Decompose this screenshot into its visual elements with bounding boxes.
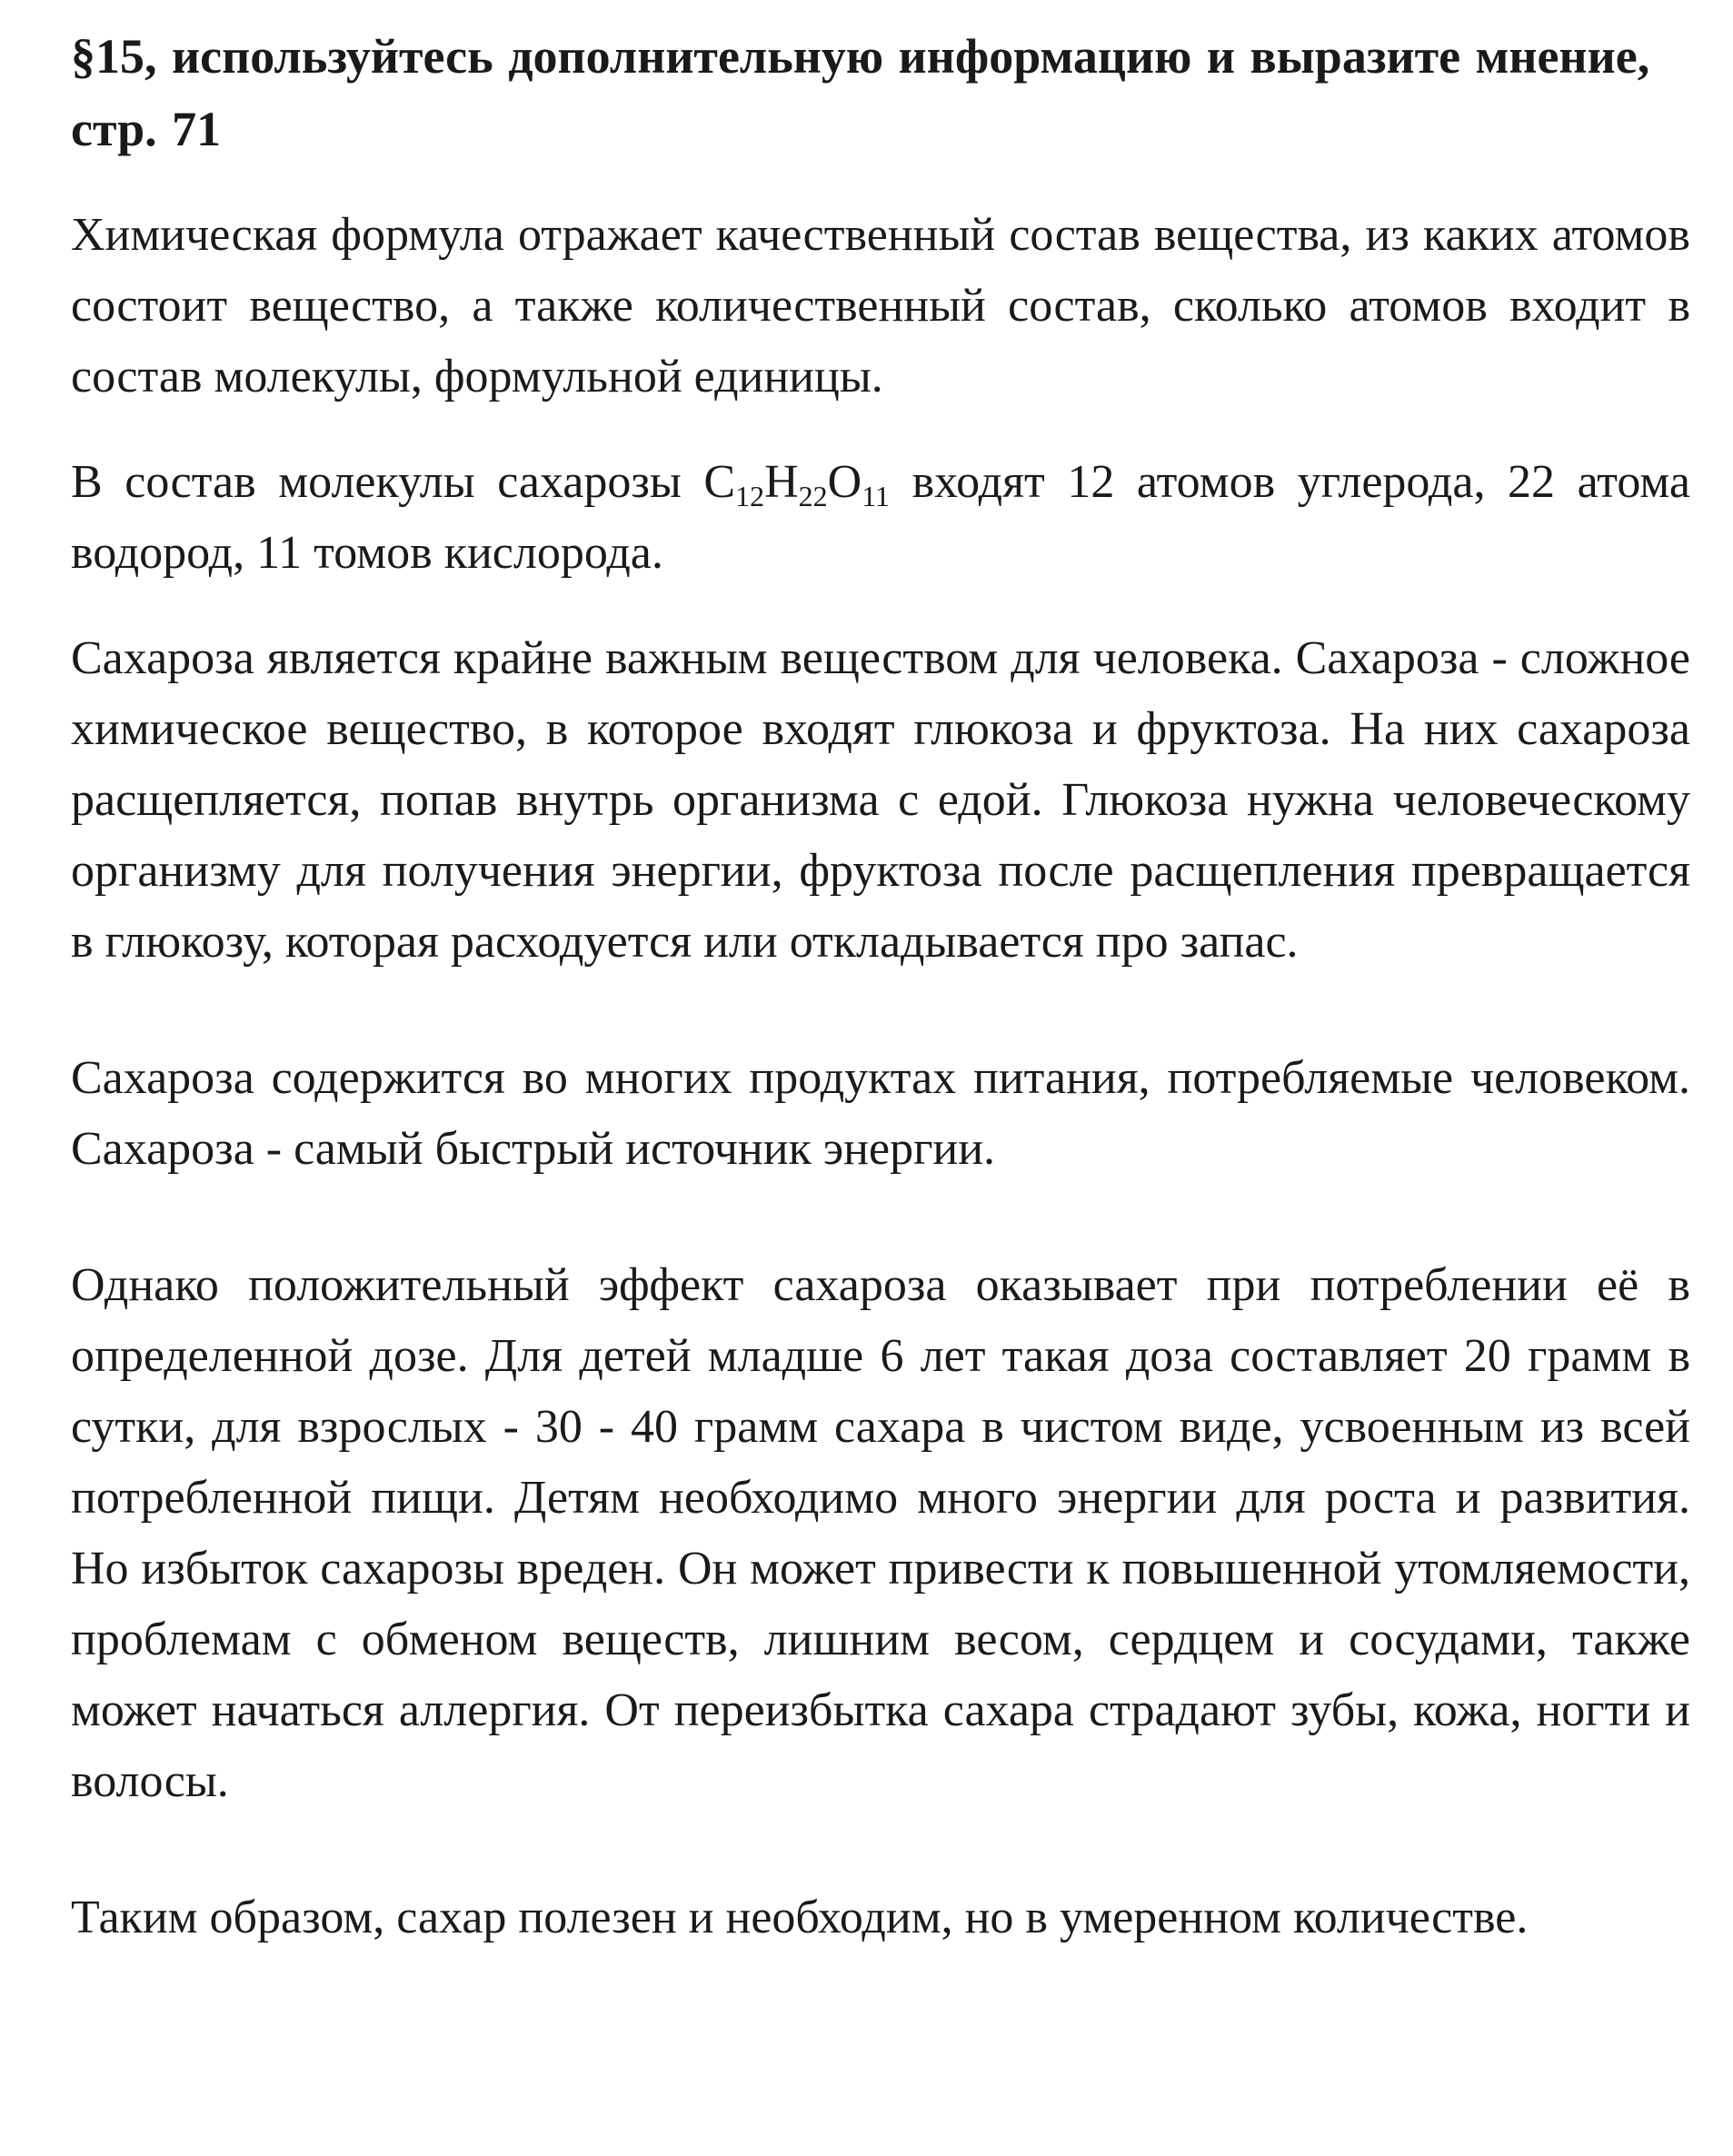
paragraph-sucrose-composition [71,447,1690,589]
paragraph-conclusion: Таким образом, сахар полезен и необходим, но в умеренном количестве. [71,1892,1529,1943]
text-before-formula: В состав молекулы сахарозы [71,456,704,508]
formula-oxygen-count: 11 [862,480,891,512]
formula-oxygen: O [827,456,862,508]
section-heading: §15, используйтесь дополнительную информацию и выразите мнение, стр. 71 [71,29,1650,156]
formula-carbon: C [703,456,736,508]
paragraph-sucrose-importance: Сахароза является крайне важным веществом для человека. Сахароза - сложное химическое вещество, в которое входят глюкоза и фруктоза. На них сахароза расщепляется, попав внутрь организма с едой. Глюкоза нужна человеческому организму для получения энергии, фруктоза после расщепления превращается в глюкозу, которая расходуется или откладывается про запас. [71,632,1690,968]
formula-hydrogen-count: 22 [798,480,828,512]
paragraph-sucrose-sources: Сахароза содержится во многих продуктах питания, потребляемые человеком. Сахароза - самый быстрый источник энергии. [71,1052,1690,1175]
formula-carbon-count: 12 [735,480,765,512]
paragraph-formula-definition: Химическая формула отражает качественный состав вещества, из каких атомов состоит вещество, а также количественный состав, сколько атомов входит в состав молекулы, формульной единицы. [71,209,1690,402]
paragraph-sucrose-dosage: Однако положительный эффект сахароза оказывает при потреблении её в определенной дозе. Для детей младше 6 лет такая доза составляет 20 грамм в сутки, для взрослых - 30 - 40 грамм сахара в чистом виде, усвоенным из всей потребленной пищи. Детям необходимо много энергии для роста и развития. Но избыток сахарозы вреден. Он может привести к повышенной утомляемости, проблемам с обменом веществ, лишним весом, сердцем и сосудами, также может начаться аллергия. От переизбытка сахара страдают зубы, кожа, ногти и волосы. [71,1259,1690,1807]
document-page [71,20,1690,1953]
text-after-formula: входят 12 атомов углерода, 22 атома водород, 11 томов кислорода. [71,456,1690,579]
sucrose-formula [703,456,891,512]
formula-hydrogen: H [764,456,799,508]
